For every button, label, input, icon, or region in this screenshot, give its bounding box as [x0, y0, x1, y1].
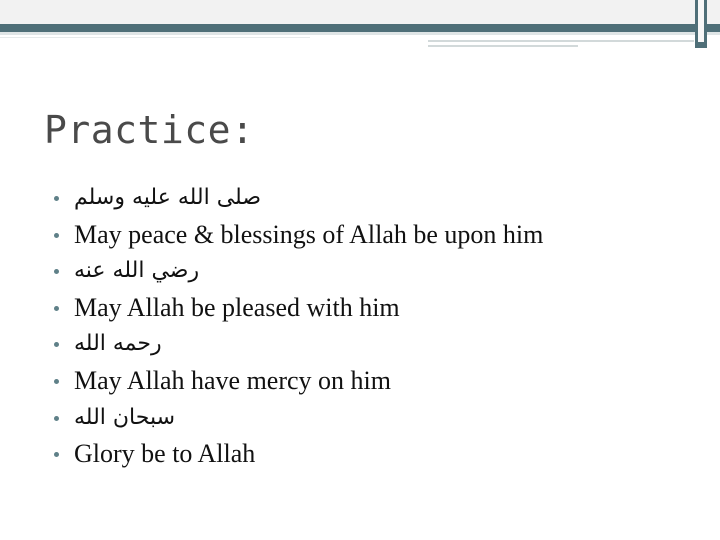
bullet-text-arabic: صلى الله عليه وسلم — [74, 185, 261, 210]
bullet-text-english: Glory be to Allah — [74, 439, 256, 469]
slide-title: Practice: — [44, 108, 255, 152]
top-rule-shadow — [0, 32, 720, 35]
corner-decoration-inner — [698, 0, 704, 42]
list-item — [54, 217, 694, 254]
bullet-text-arabic: رضي الله عنه — [74, 258, 200, 284]
bullet-icon — [54, 342, 59, 347]
list-item — [54, 253, 694, 290]
list-item — [54, 180, 694, 217]
bullet-icon — [54, 452, 59, 457]
bullet-text-arabic: رحمه الله — [74, 331, 162, 357]
bullet-icon — [54, 379, 59, 384]
decorative-line-left — [0, 37, 310, 38]
bullet-text-english: May Allah have mercy on him — [74, 365, 391, 395]
top-accent-rule — [0, 24, 720, 32]
list-item — [54, 363, 694, 400]
list-item — [54, 290, 694, 327]
bullet-icon — [54, 196, 59, 201]
list-item — [54, 400, 694, 437]
bullet-text-english: May peace & blessings of Allah be upon him — [74, 219, 544, 249]
decorative-line-short — [428, 45, 578, 47]
bullet-icon — [54, 306, 59, 311]
list-item — [54, 436, 694, 473]
bullet-icon — [54, 416, 59, 421]
top-decorative-band — [0, 0, 720, 24]
bullet-text-english: May Allah be pleased with him — [74, 292, 400, 322]
bullet-text-arabic: سبحان الله — [74, 404, 176, 430]
bullet-icon — [54, 269, 59, 274]
bullet-icon — [54, 233, 59, 238]
list-item — [54, 326, 694, 363]
decorative-line-long — [428, 40, 694, 42]
bullet-list — [54, 180, 694, 473]
